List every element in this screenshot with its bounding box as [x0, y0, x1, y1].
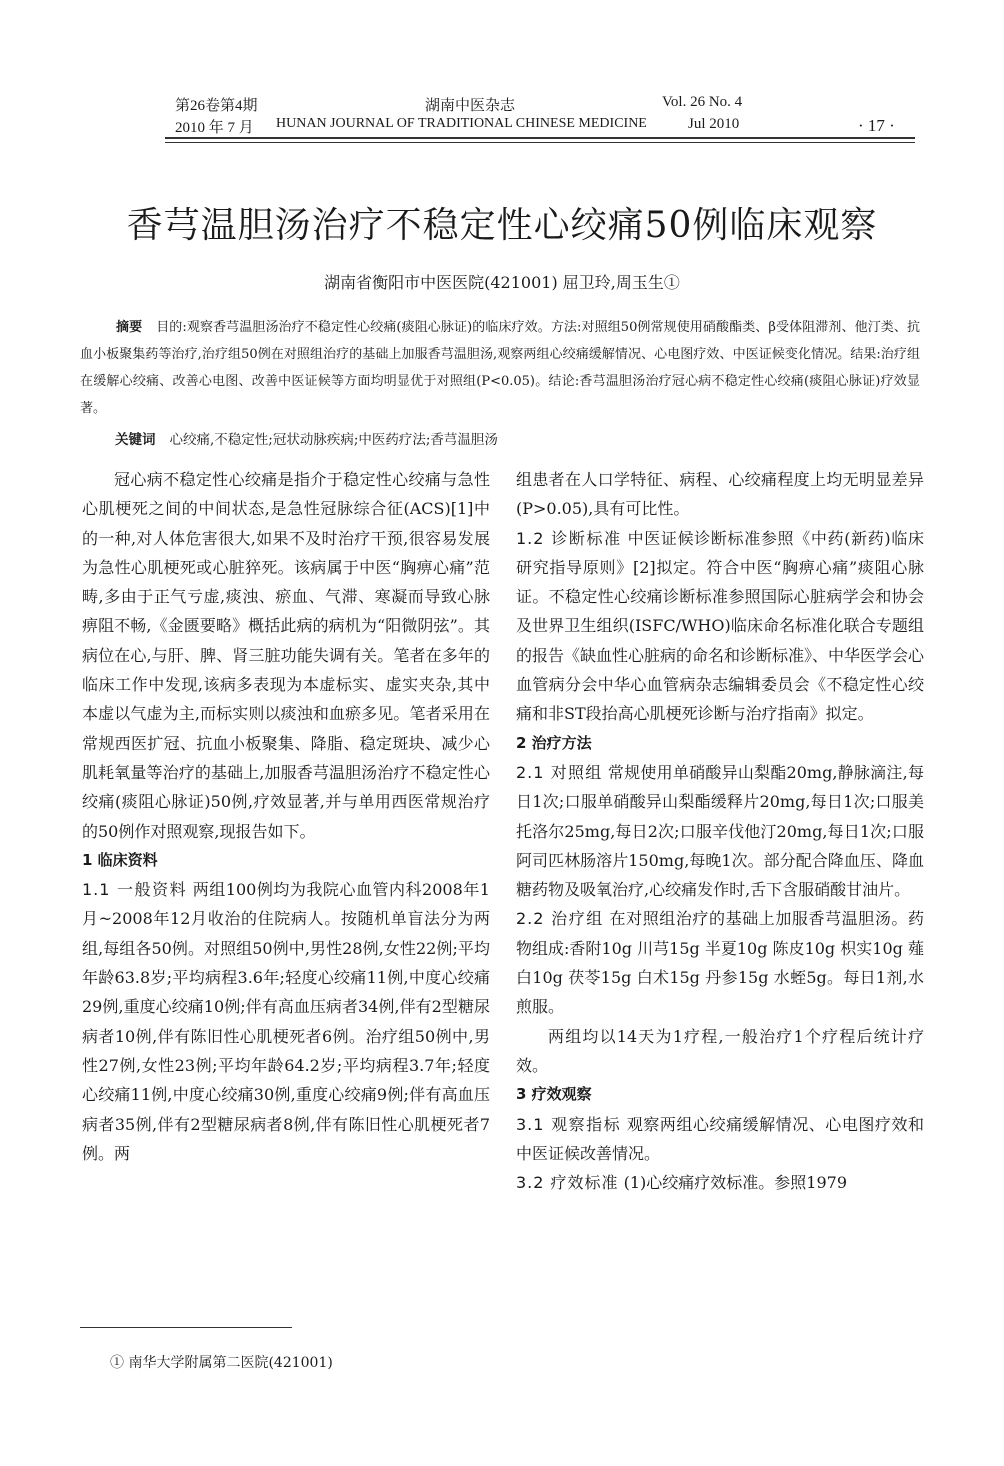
header-date-cn: 2010 年 7 月 [175, 120, 254, 136]
header-journal-en: HUNAN JOURNAL OF TRADITIONAL CHINESE MEDICINE [276, 116, 647, 131]
footnote-rule [80, 1327, 292, 1328]
subsection-2-2-text: 在对照组治疗的基础上加服香芎温胆汤。药物组成:香附10g 川芎15g 半夏10g 陈皮10g 枳实10g 薤白10g 茯苓15g 白术15g 丹参15g 水蛭5g。每日1剂,水煎服。 [516, 909, 924, 1017]
abstract-text: 目的:观察香芎温胆汤治疗不稳定性心绞痛(痰阻心脉证)的临床疗效。方法:对照组50例常规使用硝酸酯类、β受体阻滞剂、他汀类、抗血小板聚集药等治疗,治疗组50例在对照组治疗的基础上加服香芎温胆汤,观察两组心绞痛缓解情况、心电图疗效、中医证候变化情况。结果:治疗组在缓解心绞痛、改善心电图、改善中医证候等方面均明显优于对照组(P<0.05)。结论:香芎温胆汤治疗冠心病不稳定性心绞痛(痰阻心脉证)疗效显著。 [80, 320, 920, 416]
subsection-1-1-label: 1.1 一般资料 [82, 880, 188, 900]
keywords [115, 428, 915, 448]
subsection-1-2-text: 中医证候诊断标准参照《中药(新药)临床研究指导原则》[2]拟定。符合中医“胸痹心痛”痰阻心脉证。不稳定性心绞痛诊断标准参照国际心脏病学会和协会及世界卫生组织(ISFC/WHO)临床命名标准化联合专题组的报告《缺血性心脏病的命名和诊断标准》、中华医学会心血管病分会中华心血管病杂志编辑委员会《不稳定性心绞痛和非ST段抬高心肌梗死诊断与治疗指南》拟定。 [516, 528, 925, 724]
subsection-2-1-label: 2.1 对照组 [516, 762, 603, 782]
abstract-label: 摘要 [116, 320, 143, 335]
section-heading-2: 2 治疗方法 [516, 733, 592, 752]
header-volume-cn: 第26卷第4期 [175, 98, 258, 114]
subsection-3-1-label: 3.1 观察指标 [516, 1114, 622, 1134]
keywords-text: 心绞痛,不稳定性;冠状动脉疾病;中医药疗法;香芎温胆汤 [169, 432, 498, 448]
continued-paragraph: 组患者在人口学特征、病程、心绞痛程度上均无明显差异(P>0.05),具有可比性。 [516, 470, 924, 519]
subsection-3-1-text: 观察两组心绞痛缓解情况、心电图疗效和中医证候改善情况。 [516, 1114, 924, 1163]
subsection-3-2-text: (1)心绞痛疗效标准。参照1979 [618, 1173, 848, 1193]
header-rule-thick [165, 137, 915, 139]
article-authors: 湖南省衡阳市中医医院(421001) 屈卫玲,周玉生① [324, 273, 680, 292]
abstract [80, 314, 920, 422]
subsection-1-1 [82, 875, 490, 1168]
section-heading-3: 3 疗效观察 [516, 1085, 592, 1104]
article-title: 香芎温胆汤治疗不稳定性心绞痛50例临床观察 [126, 205, 878, 246]
footnote: ① 南华大学附属第二医院(421001) [110, 1355, 333, 1371]
course-paragraph: 两组均以14天为1疗程,一般治疗1个疗程后统计疗效。 [516, 1026, 924, 1075]
header-rule-thin [165, 142, 915, 143]
subsection-3-2-label: 3.2 疗效标准 [516, 1173, 619, 1193]
page-number: · 17 · [858, 116, 895, 135]
subsection-3-1 [516, 1110, 924, 1169]
subsection-2-2-label: 2.2 治疗组 [516, 909, 604, 929]
header-volume-en: Vol. 26 No. 4 [662, 94, 743, 110]
header-journal-cn: 湖南中医杂志 [425, 98, 516, 114]
subsection-2-2 [516, 904, 924, 1021]
subsection-1-2 [516, 524, 924, 729]
subsection-3-2 [516, 1168, 924, 1197]
subsection-1-1-text: 两组100例均为我院心血管内科2008年1月~2008年12月收治的住院病人。按随机单盲法分为两组,每组各50例。对照组50例中,男性28例,女性22例;平均年龄63.8岁;平均病程3.6年;轻度心绞痛11例,中度心绞痛29例,重度心绞痛10例;伴有高血压病者34例,伴有2型糖尿病者10例,伴有陈旧性心肌梗死者6例。治疗组50例中,男性27例,女性23例;平均年龄64.2岁;平均病程3.7年;轻度心绞痛11例,中度心绞痛30例,重度心绞痛9例;伴有高血压病者35例,伴有2型糖尿病者8例,伴有陈旧性心肌梗死者7例。两 [82, 880, 490, 1163]
subsection-2-1-text: 常规使用单硝酸异山梨酯20mg,静脉滴注,每日1次;口服单硝酸异山梨酯缓释片20mg,每日1次;口服美托洛尔25mg,每日2次;口服辛伐他汀20mg,每日1次;口服阿司匹林肠溶片150mg,每晚1次。部分配合降血压、降血糖药物及吸氧治疗,心绞痛发作时,舌下含服硝酸甘油片。 [516, 762, 924, 900]
left-column [82, 465, 490, 1168]
keywords-label: 关键词 [115, 432, 156, 448]
intro-paragraph: 冠心病不稳定性心绞痛是指介于稳定性心绞痛与急性心肌梗死之间的中间状态,是急性冠脉综合征(ACS)[1]中的一种,对人体危害很大,如果不及时治疗干预,很容易发展为急性心肌梗死或心脏猝死。该病属于中医“胸痹心痛”范畴,多由于正气亏虚,痰浊、瘀血、气滞、寒凝而导致心脉痹阻不畅,《金匮要略》概括此病的病机为“阳微阴弦”。其病位在心,与肝、脾、肾三脏功能失调有关。笔者在多年的临床工作中发现,该病多表现为本虚标实、虚实夹杂,其中本虚以气虚为主,而标实则以痰浊和血瘀多见。笔者采用在常规西医扩冠、抗血小板聚集、降脂、稳定斑块、减少心肌耗氧量等治疗的基础上,加服香芎温胆汤治疗不稳定性心绞痛(痰阻心脉证)50例,疗效显著,并与单用西医常规治疗的50例作对照观察,现报告如下。 [82, 470, 490, 841]
subsection-1-2-label: 1.2 诊断标准 [516, 528, 622, 548]
header-date-en: Jul 2010 [688, 116, 740, 132]
subsection-2-1 [516, 758, 924, 904]
right-column [516, 465, 924, 1197]
section-heading-1: 1 临床资料 [82, 850, 158, 869]
